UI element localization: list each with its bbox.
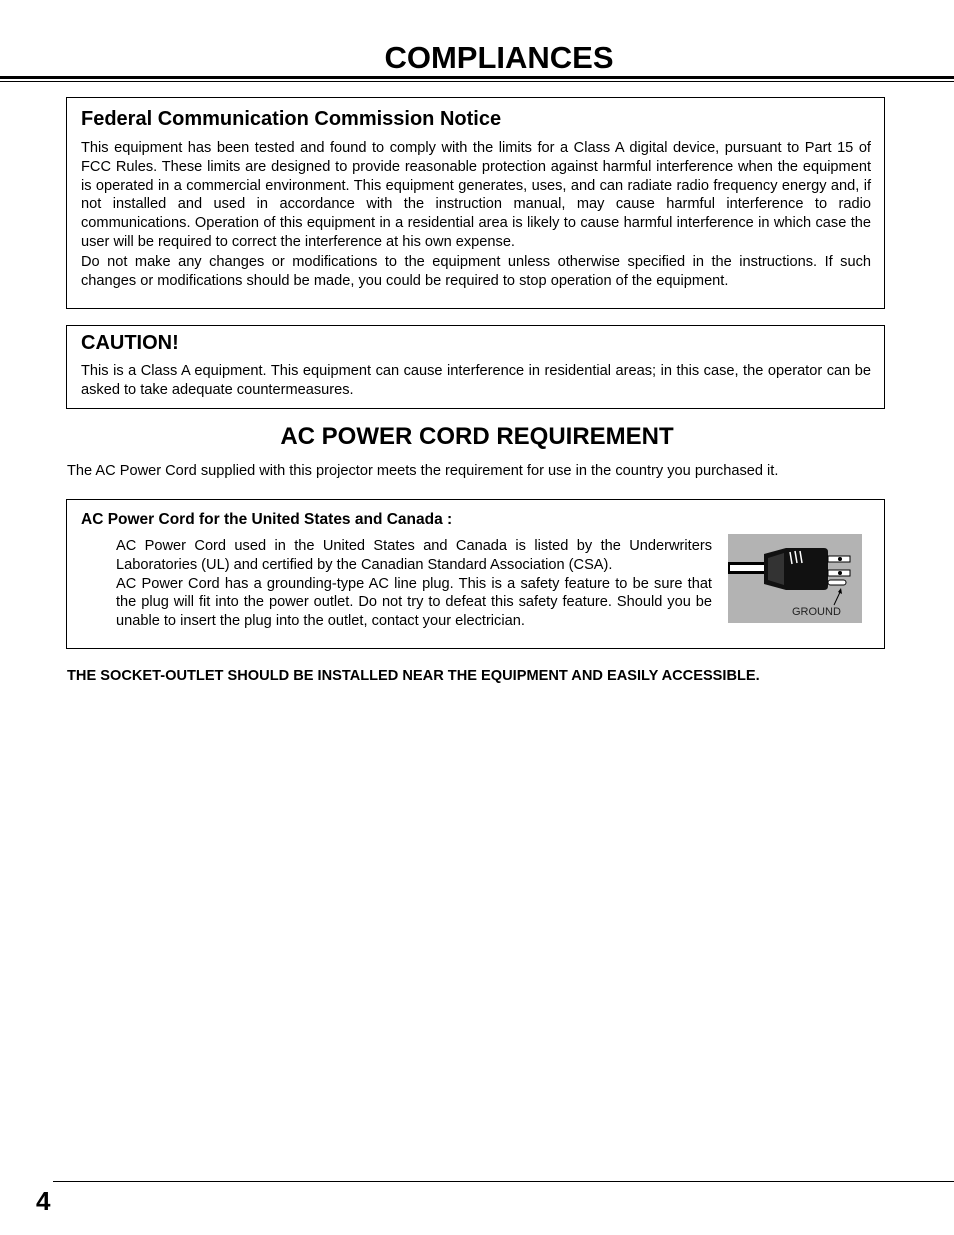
fcc-heading: Federal Communication Commission Notice	[81, 108, 502, 130]
page-title: COMPLIANCES	[384, 40, 614, 75]
caution-box	[66, 325, 885, 409]
fcc-paragraph-2: Do not make any changes or modifications to the equipment unless otherwise specified in the instructions. If such changes or modifications should be made, you could be required to stop operation of the equipment.	[81, 254, 871, 289]
ground-label: GROUND	[792, 606, 841, 618]
ac-section-intro: The AC Power Cord supplied with this projector meets the requirement for use in the country you purchased it.	[67, 463, 779, 479]
power-cord-paragraph-2: AC Power Cord has a grounding-type AC line plug. This is a safety feature to be sure that the plug will fit into the power outlet. Do not try to defeat this safety feature. Should you be unable to insert the plug into the outlet, contact your electrician.	[116, 575, 712, 630]
fcc-notice-box	[66, 97, 885, 309]
power-cord-paragraph-1: AC Power Cord used in the United States and Canada is listed by the Underwriters Laboratories (UL) and certified by the Canadian Standard Association (CSA).	[116, 538, 712, 573]
title-rule-thin	[0, 81, 954, 82]
caution-heading: CAUTION!	[81, 332, 179, 354]
fcc-paragraph-1: This equipment has been tested and found to comply with the limits for a Class A digital device, pursuant to Part 15 of FCC Rules. These limits are designed to provide reasonable protection against harmful interference when the equipment is operated in a commercial environment. This equipment generates, uses, and can radiate radio frequency energy and, if not installed and used in accordance with the instruction manual, may cause harmful interference to radio communications. Operation of this equipment in a residential area is likely to cause harmful interference in which case the user will be required to correct the interference at his own expense.	[81, 140, 871, 250]
socket-notice: THE SOCKET-OUTLET SHOULD BE INSTALLED NEAR THE EQUIPMENT AND EASILY ACCESSIBLE.	[67, 668, 760, 684]
footer-rule	[53, 1181, 954, 1182]
power-cord-heading: AC Power Cord for the United States and Canada :	[81, 511, 453, 528]
page-number: 4	[36, 1186, 51, 1216]
power-cord-description	[116, 537, 712, 631]
caution-text: This is a Class A equipment. This equipment can cause interference in residential areas; in this case, the operator can be asked to take adequate countermeasures.	[81, 363, 871, 398]
title-rule	[0, 76, 954, 79]
ac-section-title: AC POWER CORD REQUIREMENT	[280, 423, 674, 450]
grounded-plug-icon	[728, 534, 862, 623]
